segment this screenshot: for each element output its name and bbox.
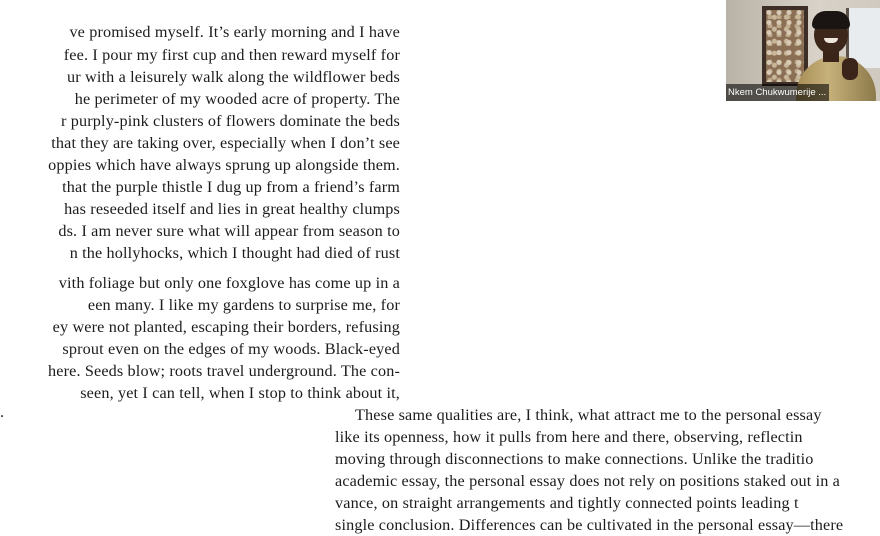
text-line: that they are taking over, especially when I don’t see [51,134,400,152]
wall-art [766,10,804,82]
text-line: has reseeded itself and lies in great healthy clumps [64,200,400,218]
text-line: vith foliage but only one foxglove has come up in a [58,274,400,292]
text-line: een many. I like my gardens to surprise me, for [87,296,400,314]
text-line: ds. I am never sure what will appear from season to [58,222,400,240]
text-line: r purply-pink clusters of flowers dominate the beds [61,112,400,130]
participant-video-tile[interactable] [726,0,880,101]
text-line: that the purple thistle I dug up from a friend’s farm [62,178,400,196]
participant-name-label: Nkem Chukwumerije ... [726,84,829,101]
text-line: ve promised myself. It’s early morning and I have [69,23,400,41]
text-line: here. Seeds blow; roots travel underground. The con- [48,362,400,380]
participant-hair [812,11,850,29]
text-line: n the hollyhocks, which I thought had died of rust [69,244,400,262]
text-line: moving through disconnections to make connections. Unlike the traditio [335,450,814,468]
text-line: oppies which have always sprung up alongside them. [48,156,400,174]
text-line: academic essay, the personal essay does not rely on positions staked out in a [335,472,840,490]
text-line: ur with a leisurely walk along the wildflower beds [67,68,400,86]
text-line: single conclusion. Differences can be cultivated in the personal essay—there [335,516,844,534]
text-line: seen, yet I can tell, when I stop to think about it, [80,384,400,402]
text-line: ey were not planted, escaping their borders, refusing [52,318,400,336]
text-line: he perimeter of my wooded acre of property. The [74,90,400,108]
text-line: sprout even on the edges of my woods. Black-eyed [62,340,400,358]
text-line: These same qualities are, I think, what attract me to the personal essay [355,406,822,424]
text-line: . [0,403,5,421]
participant-hand [842,58,858,80]
text-line: vance, on straight arrangements and tightly connected points leading t [335,494,799,512]
text-line: fee. I pour my first cup and then reward myself for [63,46,400,64]
text-line: like its openness, how it pulls from here and there, observing, reflectin [335,428,803,446]
